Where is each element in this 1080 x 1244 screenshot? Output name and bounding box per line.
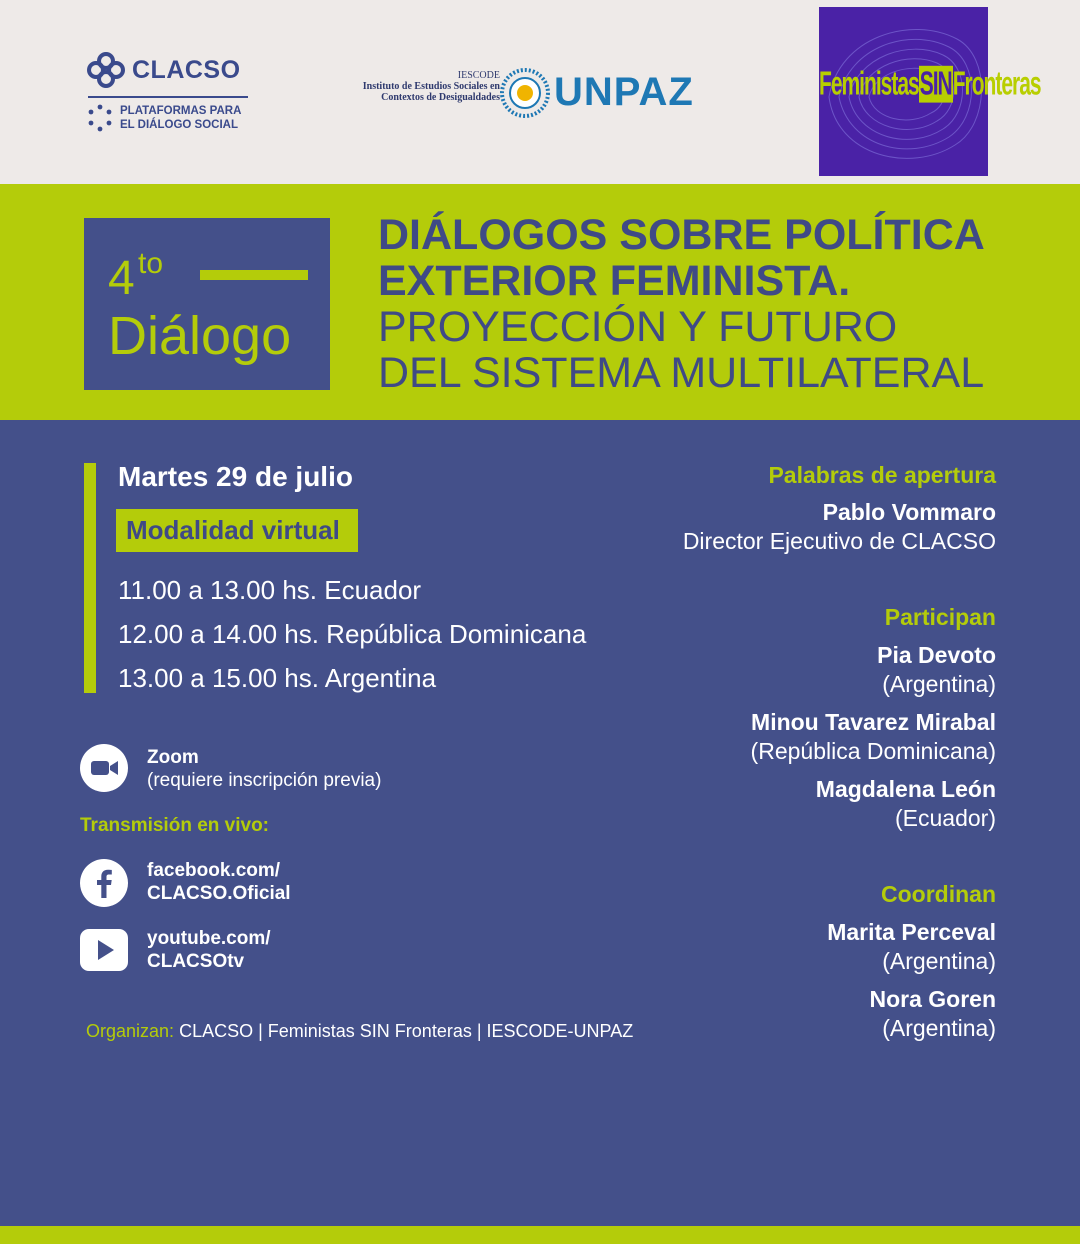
- participant-name: Magdalena León: [815, 776, 996, 802]
- zoom-camera-icon: [80, 744, 128, 792]
- participant-country: (Argentina): [882, 671, 996, 697]
- participant-name: Pia Devoto: [877, 642, 996, 668]
- accent-bar: [84, 463, 96, 693]
- youtube-play-icon[interactable]: [80, 929, 128, 971]
- clacso-subtitle-line2: EL DIÁLOGO SOCIAL: [120, 119, 238, 131]
- opening-role: Director Ejecutivo de CLACSO: [682, 528, 996, 554]
- unpaz-seal-icon: [500, 68, 550, 118]
- youtube-url-line1[interactable]: youtube.com/: [147, 928, 271, 949]
- header: [0, 0, 1080, 184]
- clacso-logo-icon: [86, 52, 126, 88]
- coordinators-heading: Coordinan: [881, 881, 996, 907]
- modality-badge: Modalidad virtual: [116, 509, 358, 552]
- zoom-note: (requiere inscripción previa): [147, 770, 382, 791]
- schedule-ecuador: 11.00 a 13.00 hs. Ecuador: [118, 575, 422, 605]
- coordinator-name: Nora Goren: [869, 986, 996, 1012]
- coordinator-country: (Argentina): [882, 948, 996, 974]
- title-band: [0, 184, 1080, 420]
- zoom-label: Zoom: [147, 747, 199, 768]
- iescode-line1: Instituto de Estudios Sociales en: [362, 81, 500, 92]
- badge-line: [200, 270, 308, 280]
- event-date: Martes 29 de julio: [118, 461, 353, 492]
- title-line-4: DEL SISTEMA MULTILATERAL: [378, 349, 985, 397]
- iescode-acronym: IESCODE: [457, 70, 500, 81]
- title-line-1: DIÁLOGOS SOBRE POLÍTICA: [378, 211, 985, 259]
- schedule-argentina: 13.00 a 15.00 hs. Argentina: [118, 663, 437, 693]
- clacso-subtitle-line1: PLATAFORMAS PARA: [120, 105, 242, 117]
- participant-country: (Ecuador): [895, 805, 996, 831]
- feministas-sin-fronteras-logo: [819, 7, 1041, 176]
- dialogo-badge: [84, 218, 330, 390]
- facebook-url-line2[interactable]: CLACSO.Oficial: [147, 883, 291, 904]
- fsf-word-feministas: Feministas: [819, 65, 919, 103]
- bottom-accent-bar: [0, 1226, 1080, 1244]
- iescode-line2: Contextos de Desigualdades: [381, 92, 500, 103]
- iescode-text: [330, 70, 500, 103]
- unpaz-logo: UNPAZ: [554, 70, 694, 114]
- clacso-name: CLACSO: [132, 55, 241, 84]
- fsf-wordmark: [819, 65, 1041, 104]
- fsf-word-sin: SIN: [919, 65, 952, 103]
- clacso-divider: [88, 96, 248, 98]
- participants-heading: Participan: [884, 604, 996, 630]
- clacso-logo: [86, 52, 248, 132]
- opening-name: Pablo Vommaro: [822, 499, 996, 525]
- organizers-label: Organizan:: [86, 1021, 175, 1041]
- participant-name: Minou Tavarez Mirabal: [751, 709, 996, 735]
- facebook-url-line1[interactable]: facebook.com/: [147, 860, 281, 881]
- event-title: [378, 212, 985, 396]
- organizers-list: CLACSO | Feministas SIN Fronteras | IESCODE-UNPAZ: [179, 1021, 634, 1041]
- schedule-republica-dominicana: 12.00 a 14.00 hs. República Dominicana: [118, 619, 587, 649]
- title-line-2: EXTERIOR FEMINISTA.: [378, 257, 851, 305]
- dots-ring-icon: [86, 104, 114, 132]
- opening-heading: Palabras de apertura: [768, 462, 996, 488]
- fsf-word-fronteras: Fronteras: [952, 65, 1041, 103]
- badge-number: 4: [108, 252, 135, 305]
- coordinator-country: (Argentina): [882, 1015, 996, 1041]
- participant-country: (República Dominicana): [750, 738, 996, 764]
- badge-word: Diálogo: [108, 306, 292, 366]
- facebook-icon[interactable]: [80, 859, 128, 907]
- live-stream-label: Transmisión en vivo:: [80, 815, 269, 836]
- badge-ordinal: to: [138, 247, 164, 280]
- youtube-url-line2[interactable]: CLACSOtv: [147, 951, 245, 972]
- coordinator-name: Marita Perceval: [827, 919, 996, 945]
- title-line-3: PROYECCIÓN Y FUTURO: [378, 303, 898, 351]
- organizers: [86, 1019, 633, 1043]
